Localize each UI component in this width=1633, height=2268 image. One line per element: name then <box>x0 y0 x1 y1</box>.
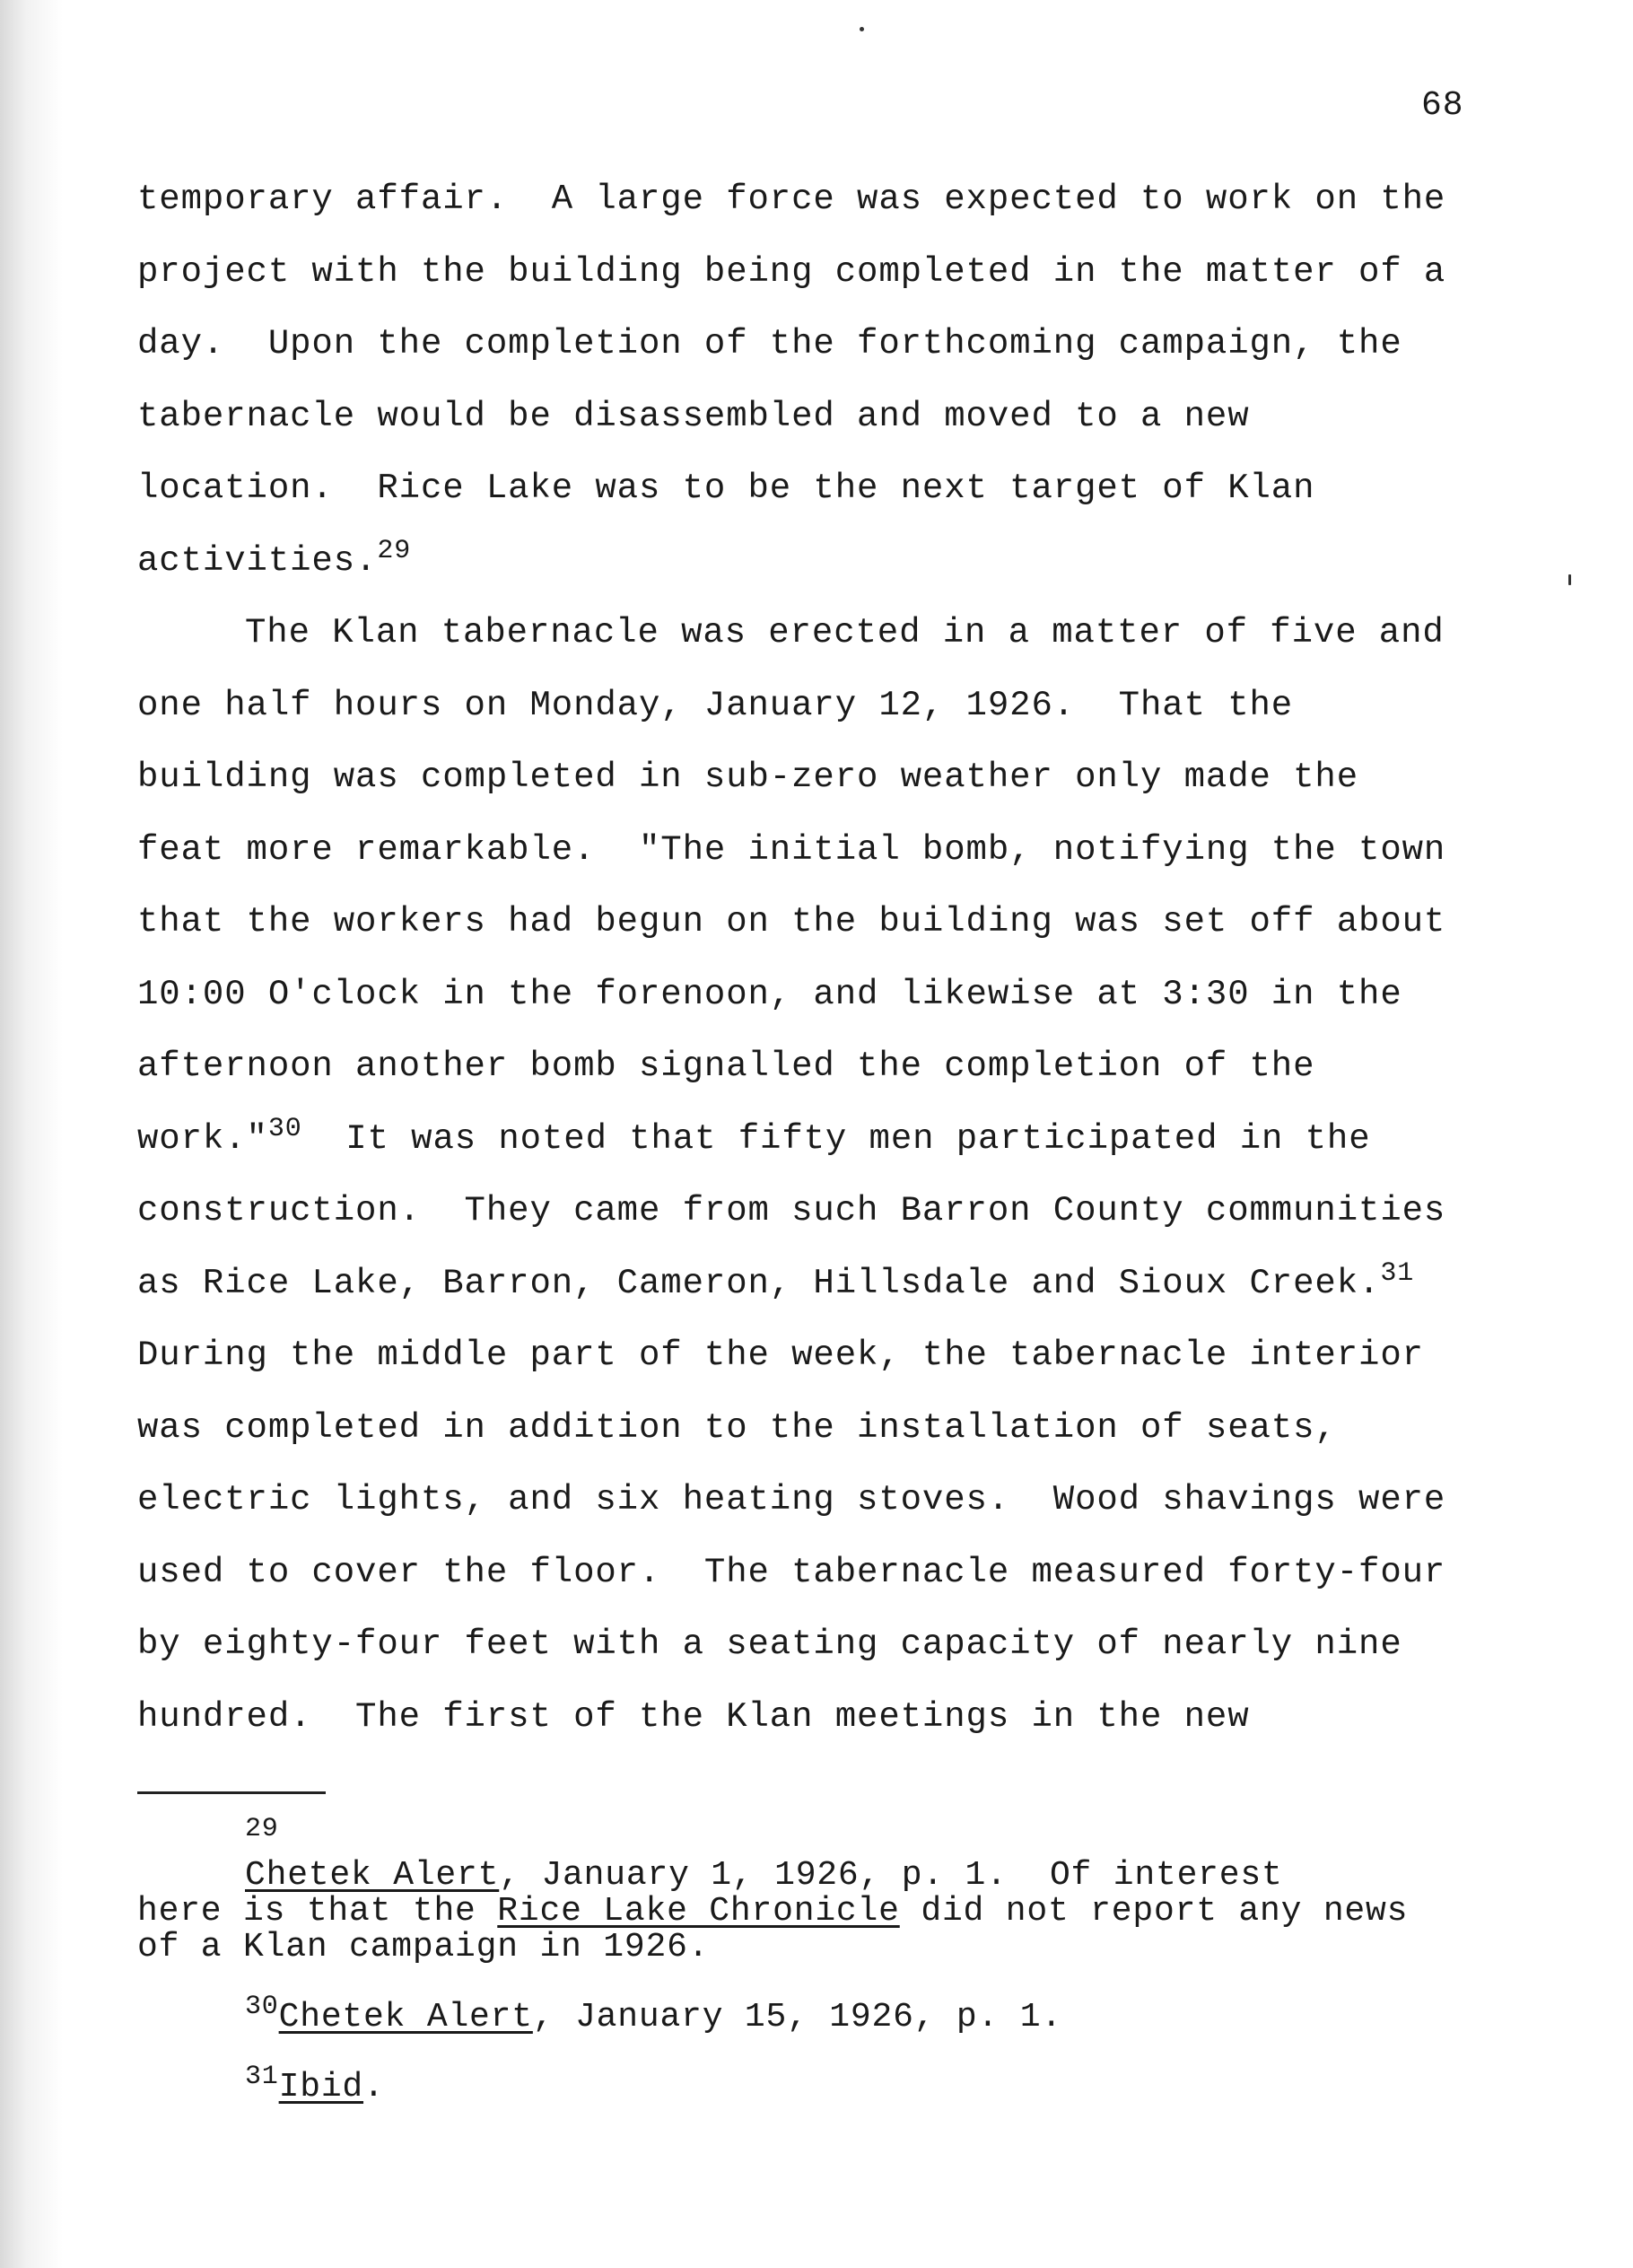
text-line <box>137 741 1465 814</box>
body-text <box>137 163 1465 1753</box>
footnote-text: did not report any news <box>899 1892 1409 1931</box>
text-line <box>137 886 1465 959</box>
footnote-text: . <box>363 2068 385 2106</box>
line-text: project with the building being completed in the matter of a <box>137 251 1446 292</box>
line-text: was completed in addition to the installation of seats, <box>137 1407 1337 1448</box>
footnotes <box>137 1813 1465 2106</box>
footnote-number: 29 <box>245 1814 279 1844</box>
footnote-ref-30: 30 <box>267 1113 302 1144</box>
footnote-source: Rice Lake Chronicle <box>497 1892 900 1931</box>
footnote-text: of a Klan campaign in 1926. <box>137 1928 710 1966</box>
footnote-29 <box>137 1814 1465 1858</box>
line-text: temporary affair. A large force was expected to work on the <box>137 180 1446 219</box>
text-line <box>137 1103 1465 1176</box>
footnote-31 <box>137 2062 1465 2106</box>
footnote-ref-29: 29 <box>377 535 412 566</box>
footnote-source: Ibid <box>278 2068 364 2106</box>
text-line <box>137 1681 1465 1754</box>
footnote-text: here is that the <box>137 1892 498 1931</box>
text-line <box>137 381 1465 453</box>
text-line <box>137 670 1465 742</box>
line-text: electric lights, and six heating stoves. Wood shavings were <box>137 1480 1446 1519</box>
text-line <box>137 236 1465 309</box>
text-line <box>137 308 1465 381</box>
footnote-29-line3 <box>137 1930 1465 1966</box>
text-line <box>137 1030 1465 1103</box>
footnote-number: 31 <box>245 2062 279 2092</box>
line-text: hundred. The first of the Klan meetings in the new <box>137 1696 1250 1737</box>
line-text: During the middle part of the week, the tabernacle interior <box>137 1335 1424 1375</box>
ink-speck <box>1568 574 1571 585</box>
text-line <box>137 1248 1465 1320</box>
text-line <box>137 163 1465 236</box>
line-text: tabernacle would be disassembled and moved to a new <box>137 396 1250 436</box>
footnote-text: , January 15, 1926, p. 1. <box>532 1998 1062 2036</box>
text-line <box>137 1537 1465 1609</box>
footnote-separator <box>137 1791 326 1794</box>
line-text: by eighty-four feet with a seating capacity of nearly nine <box>137 1624 1402 1664</box>
text-line <box>137 597 1465 670</box>
text-line <box>137 1464 1465 1537</box>
line-text: building was completed in sub-zero weather only made the <box>137 757 1359 797</box>
page-number: 68 <box>1421 86 1464 125</box>
text-line <box>137 959 1465 1031</box>
text-line <box>137 525 1465 598</box>
text-line <box>137 1392 1465 1465</box>
line-text: activities. <box>137 540 378 581</box>
footnote-text: , January 1, 1926, p. 1. Of interest <box>499 1856 1283 1895</box>
footnote-source: Chetek Alert <box>245 1856 500 1895</box>
footnote-number: 30 <box>245 1992 279 2022</box>
line-text: day. Upon the completion of the forthcoming campaign, the <box>137 324 1402 363</box>
line-text: work." <box>137 1118 268 1159</box>
ink-speck <box>860 27 864 31</box>
line-text: location. Rice Lake was to be the next target of Klan <box>137 468 1315 508</box>
line-text: 10:00 O'clock in the forenoon, and likewise at 3:30 in the <box>137 974 1402 1014</box>
line-text: The Klan tabernacle was erected in a matter of five and <box>245 613 1445 652</box>
line-text: afternoon another bomb signalled the completion of the <box>137 1046 1315 1086</box>
line-text: feat more remarkable. "The initial bomb, notifying the town <box>137 829 1446 870</box>
line-text: construction. They came from such Barron County communities <box>137 1191 1446 1230</box>
text-line <box>137 814 1465 887</box>
line-text: used to cover the floor. The tabernacle measured forty-four <box>137 1552 1446 1592</box>
footnote-ref-31: 31 <box>1380 1257 1415 1289</box>
text-line <box>137 1175 1465 1248</box>
line-text: as Rice Lake, Barron, Cameron, Hillsdale and Sioux Creek. <box>137 1263 1381 1303</box>
footnote-29-line1 <box>137 1858 1465 1894</box>
footnote-30 <box>137 1992 1465 2036</box>
text-line <box>137 1608 1465 1681</box>
text-line <box>137 452 1465 525</box>
footnote-source: Chetek Alert <box>278 1998 533 2036</box>
line-text: one half hours on Monday, January 12, 1926. That the <box>137 685 1294 725</box>
footnote-29-line2 <box>137 1894 1465 1930</box>
text-line <box>137 1319 1465 1392</box>
line-text: It was noted that fifty men participated in the <box>301 1118 1371 1159</box>
line-text: that the workers had begun on the building was set off about <box>137 902 1446 941</box>
